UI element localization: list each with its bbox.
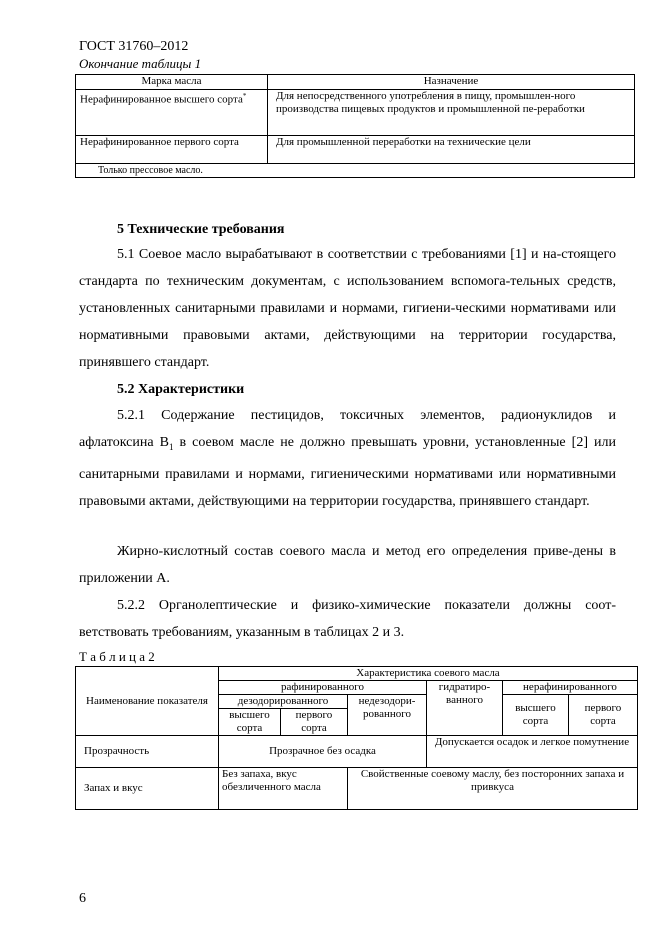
header-refined: рафинированного — [219, 681, 427, 695]
column-header: Марка масла — [76, 75, 268, 90]
table-cell-grade: Нерафинированное первого сорта — [76, 136, 268, 164]
header-first-grade-unrefined: первого сорта — [569, 695, 638, 736]
header-characteristic: Характеристика соевого масла — [219, 667, 638, 681]
document-code: ГОСТ 31760–2012 — [79, 39, 189, 54]
table-cell-grade: Нерафинированное высшего сорта* — [76, 90, 268, 136]
table-cell-purpose: Для непосредственного употребления в пищу, промышлен-ного производства пищевых продуктов и промышленной пе-реработки — [268, 90, 635, 136]
cell-other: Допускается осадок и легкое помутнение — [427, 736, 638, 768]
row-name: Запах и вкус — [76, 768, 219, 810]
header-top-grade: высшего сорта — [219, 709, 281, 736]
column-header: Назначение — [268, 75, 635, 90]
table-caption: Т а б л и ц а 2 — [79, 649, 155, 664]
table-footnote: Только прессовое масло. — [76, 164, 635, 178]
cell-refined: Прозрачное без осадка — [219, 736, 427, 768]
footnote-mark: * — [242, 92, 247, 100]
cell-other: Свойственные соевому маслу, без посторонних запаха и привкуса — [348, 768, 638, 810]
header-nondeodorized: недезодори-рованного — [348, 695, 427, 736]
paragraph-5-2-1: 5.2.1 Содержание пестицидов, токсичных элементов, радионуклидов и афлатоксина $В_1$ в соевом масле не должно превышать уровни, установленные [2] или санитарными правилами и нормами, гигиеническими нормативами или нормативными правовыми актами, действующими на территории государства, принявшего стандарт. — [79, 408, 616, 509]
header-unrefined: нерафинированного — [503, 681, 638, 695]
table-1 — [75, 74, 635, 178]
table-cell-purpose: Для промышленной переработки на технические цели — [268, 136, 635, 164]
header-first-grade: первого сорта — [281, 709, 348, 736]
cell-refined: Без запаха, вкус обезличенного масла — [219, 768, 348, 810]
header-hydrated: гидратиро-ванного — [427, 681, 503, 736]
header-deodorized: дезодорированного — [219, 695, 348, 709]
paragraph-fatty-acid: Жирно-кислотный состав соевого масла и метод его определения приве-дены в приложении А. — [79, 544, 616, 586]
header-top-grade-unrefined: высшего сорта — [503, 695, 569, 736]
table-continuation-label: Окончание таблицы 1 — [79, 56, 202, 71]
row-name: Прозрачность — [76, 736, 219, 768]
page-number: 6 — [79, 891, 86, 906]
section-title: 5 Технические требования — [117, 222, 285, 237]
paragraph-5-2-2: 5.2.2 Органолептические и физико-химические показатели должны соот-ветствовать требованиям, указанным в таблицах 2 и 3. — [79, 598, 616, 640]
table-2 — [75, 666, 638, 810]
subsection-title: 5.2 Характеристики — [117, 382, 245, 397]
paragraph-5-1: 5.1 Соевое масло вырабатывают в соответствии с требованиями [1] и на-стоящего стандарта по техническим документам, с использованием вспомога-тельных средств, установленных санитарными правилами и нормами, гигиени-ческими нормативами или нормативными правовыми актами, действующими на территории государства, принявшего стандарт. — [79, 247, 616, 370]
header-indicator: Наименование показателя — [76, 667, 219, 736]
